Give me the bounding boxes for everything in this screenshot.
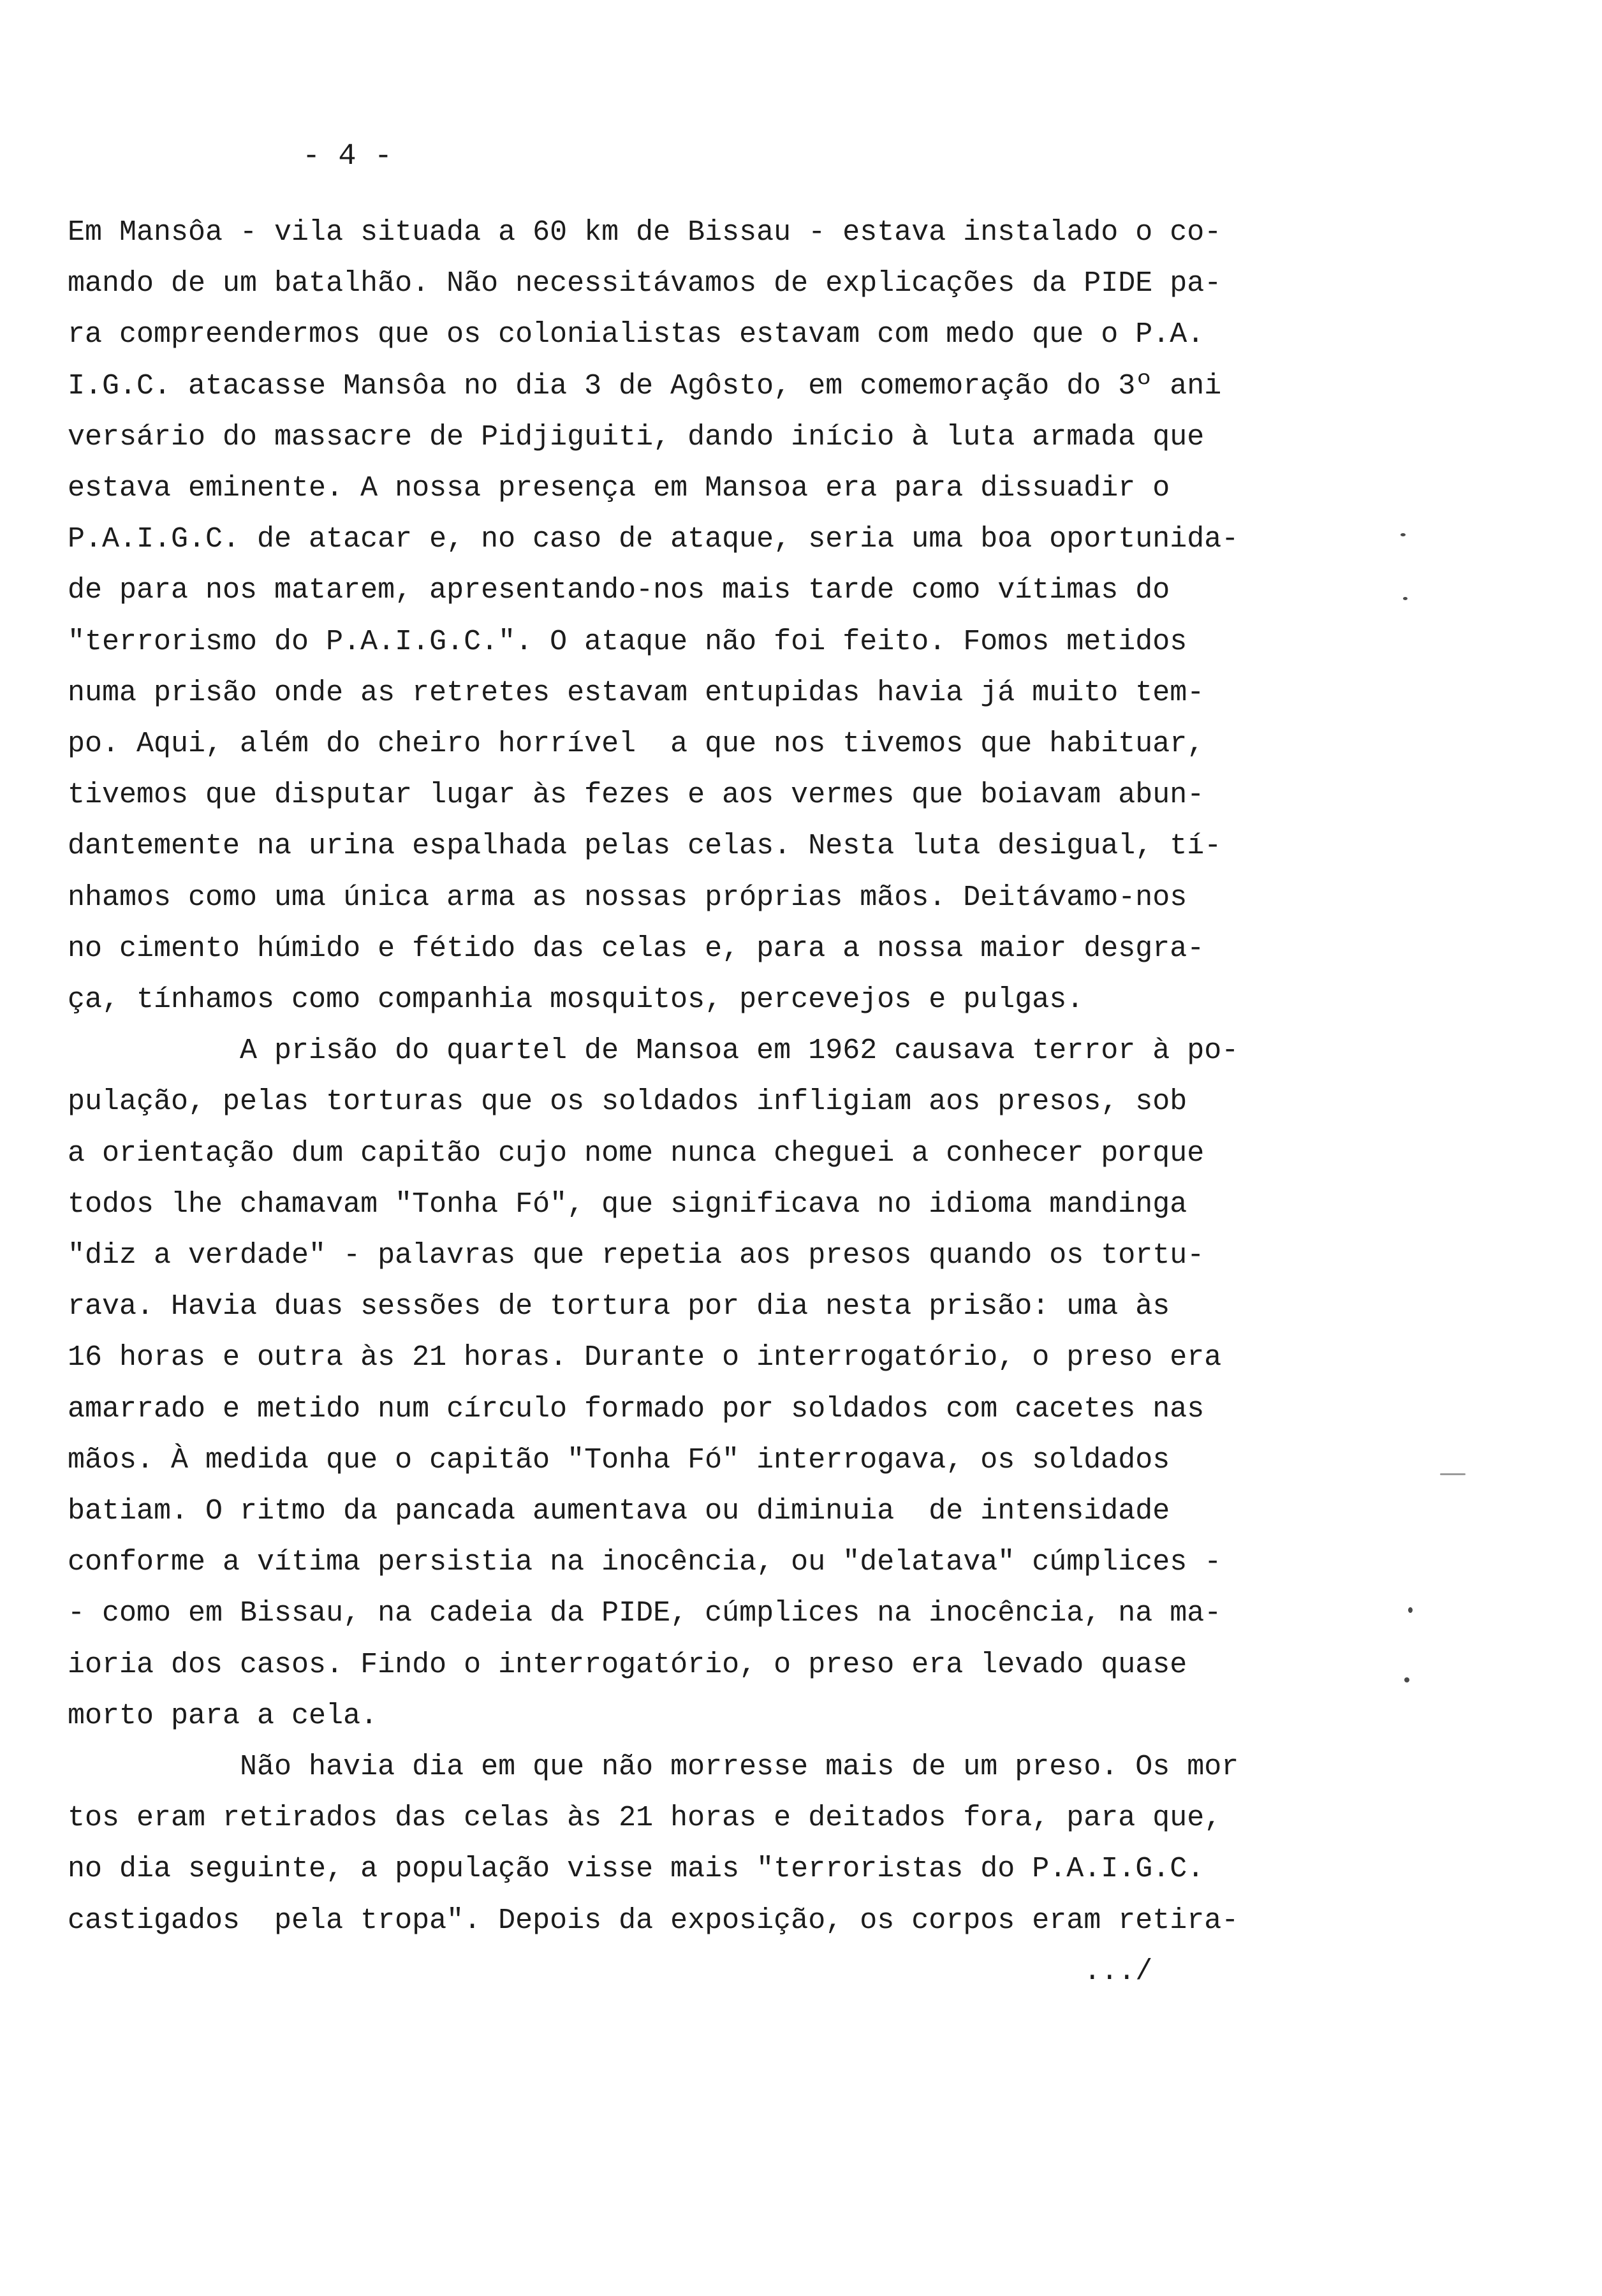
text-line: .../ — [68, 1955, 1153, 1988]
text-line: 16 horas e outra às 21 horas. Durante o interrogatório, o preso era — [68, 1341, 1222, 1374]
text-line: versário do massacre de Pidjiguiti, dando início à luta armada que — [68, 421, 1205, 453]
text-line: mãos. À medida que o capitão "Tonha Fó" interrogava, os soldados — [68, 1444, 1170, 1476]
text-line: morto para a cela. — [68, 1700, 378, 1732]
text-line: tos eram retirados das celas às 21 horas e deitados fora, para que, — [68, 1802, 1222, 1834]
text-line: ça, tínhamos como companhia mosquitos, percevejos e pulgas. — [68, 983, 1084, 1016]
text-line: amarrado e metido num círculo formado por soldados com cacetes nas — [68, 1393, 1205, 1425]
text-line: mando de um batalhão. Não necessitávamos de explicações da PIDE pa- — [68, 267, 1222, 300]
text-line: po. Aqui, além do cheiro horrível a que nos tivemos que habituar, — [68, 728, 1205, 760]
text-line: todos lhe chamavam "Tonha Fó", que significava no idioma mandinga — [68, 1188, 1187, 1221]
text-line: A prisão do quartel de Mansoa em 1962 causava terror à po- — [68, 1034, 1239, 1067]
text-line: nhamos como uma única arma as nossas próprias mãos. Deitávamo-nos — [68, 881, 1187, 914]
text-line: rava. Havia duas sessões de tortura por dia nesta prisão: uma às — [68, 1290, 1170, 1323]
scan-speck — [1408, 1607, 1413, 1613]
text-line: estava eminente. A nossa presença em Mansoa era para dissuadir o — [68, 472, 1170, 504]
scan-speck — [1400, 533, 1406, 536]
text-line: a orientação dum capitão cujo nome nunca cheguei a conhecer porque — [68, 1137, 1205, 1170]
text-line: de para nos matarem, apresentando-nos mais tarde como vítimas do — [68, 574, 1170, 607]
text-line: pulação, pelas torturas que os soldados infligiam aos presos, sob — [68, 1085, 1187, 1118]
text-line: "terrorismo do P.A.I.G.C.". O ataque não foi feito. Fomos metidos — [68, 626, 1187, 658]
text-line: tivemos que disputar lugar às fezes e aos vermes que boiavam abun- — [68, 779, 1205, 811]
scan-speck — [1403, 597, 1407, 600]
text-line: "diz a verdade" - palavras que repetia aos presos quando os tortu- — [68, 1239, 1205, 1272]
text-line: I.G.C. atacasse Mansôa no dia 3 de Agôsto, em comemoração do 3º ani — [68, 370, 1222, 402]
text-line: numa prisão onde as retretes estavam entupidas havia já muito tem- — [68, 677, 1205, 709]
scan-speck — [1404, 1677, 1409, 1682]
text-line: - como em Bissau, na cadeia da PIDE, cúmplices na inocência, na ma- — [68, 1597, 1222, 1630]
text-line: no cimento húmido e fétido das celas e, para a nossa maior desgra- — [68, 932, 1205, 965]
text-line: ioria dos casos. Findo o interrogatório, o preso era levado quase — [68, 1649, 1187, 1681]
text-line: castigados pela tropa". Depois da exposição, os corpos eram retira- — [68, 1904, 1239, 1937]
text-line: ra compreendermos que os colonialistas estavam com medo que o P.A. — [68, 318, 1205, 351]
text-line: no dia seguinte, a população visse mais "terroristas do P.A.I.G.C. — [68, 1853, 1205, 1885]
text-line: dantemente na urina espalhada pelas celas. Nesta luta desigual, tí- — [68, 830, 1222, 862]
page-number: - 4 - — [302, 140, 393, 173]
text-line: Não havia dia em que não morresse mais de um preso. Os mor — [68, 1751, 1239, 1783]
scan-speck — [1440, 1473, 1466, 1475]
text-line: Em Mansôa - vila situada a 60 km de Bissau - estava instalado o co- — [68, 216, 1222, 249]
text-line: batiam. O ritmo da pancada aumentava ou diminuia de intensidade — [68, 1495, 1170, 1527]
text-line: conforme a vítima persistia na inocência, ou "delatava" cúmplices - — [68, 1546, 1222, 1578]
text-line: P.A.I.G.C. de atacar e, no caso de ataque, seria uma boa oportunida- — [68, 523, 1239, 556]
